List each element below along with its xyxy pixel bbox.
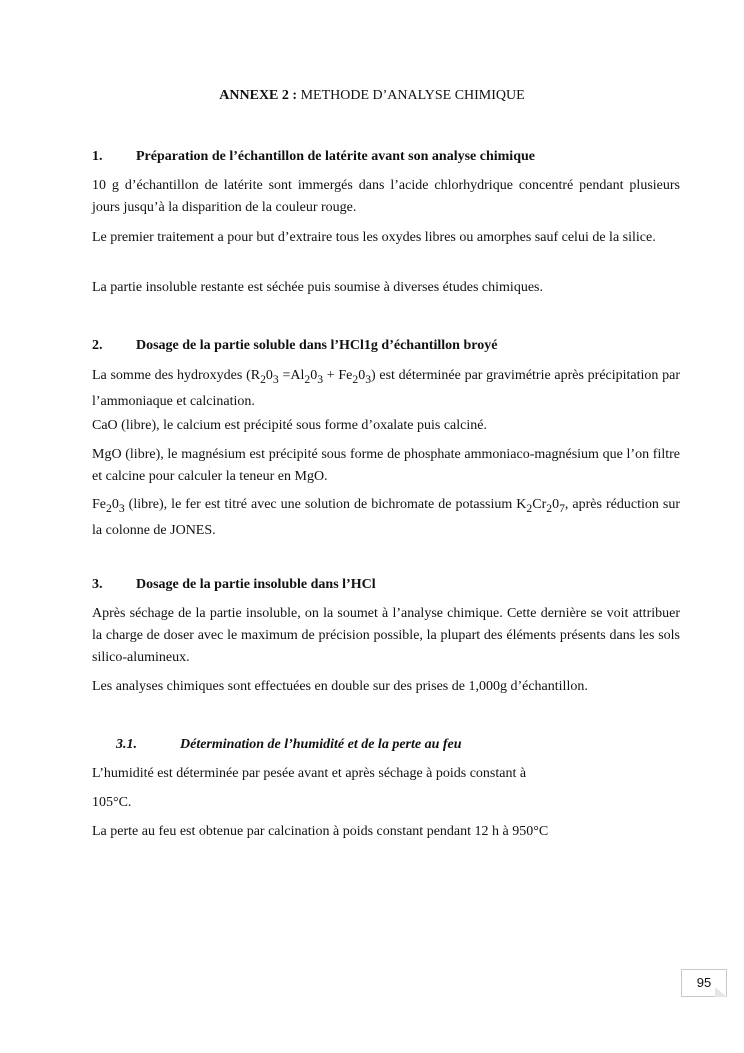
- section-1-paragraph-3: La partie insoluble restante est séchée puis soumise à diverses études chimiques.: [92, 280, 543, 295]
- page-curl: [715, 987, 727, 997]
- section-3-heading: [92, 577, 376, 593]
- section-3-1-heading: [116, 737, 462, 753]
- section-1-number: 1.: [92, 149, 103, 164]
- section-3-1-paragraph-1: L’humidité est déterminée par pesée avant et après séchage à poids constant à: [92, 766, 527, 781]
- section-2-heading: [92, 338, 497, 354]
- section-2-paragraph-1: La somme des hydroxydes $(R_20_3 =Al_20_3 + Fe_20_3)$ est déterminée par gravimétrie après précipitation par l’ammoniaque et calcination.: [92, 368, 681, 409]
- section-3-1-paragraph-2: 105°C.: [92, 795, 132, 810]
- section-2-paragraph-2: CaO (libre), le calcium est précipité sous forme d’oxalate puis calciné.: [92, 418, 487, 433]
- section-2-number: 2.: [92, 338, 103, 353]
- section-3-1-paragraph-3: La perte au feu est obtenue par calcination à poids constant pendant 12 h à 950°C: [92, 824, 549, 839]
- section-3-title: Dosage de la partie insoluble dans l’HCl: [136, 577, 376, 592]
- section-1-paragraph-1: 10 g d’échantillon de latérite sont immergés dans l’acide chlorhydrique concentré pendant plusieurs jours jusqu’à la disparition de la couleur rouge.: [92, 178, 680, 215]
- section-3-paragraph-2: Les analyses chimiques sont effectuées en double sur des prises de 1,000g d’échantillon.: [92, 679, 588, 694]
- section-2-paragraph-4: $Fe_20_3$ (libre), le fer est titré avec une solution de bichromate de potassium $K_2Cr_20_7$, après réduction sur la colonne de JONES.: [92, 497, 680, 538]
- page-title: [0, 88, 744, 104]
- section-2-paragraph-3: MgO (libre), le magnésium est précipité sous forme de phosphate ammoniaco-magnésium que l’on filtre et calcine pour calculer la teneur en MgO.: [92, 447, 680, 484]
- section-1-heading: [92, 149, 535, 165]
- section-3-1-title: Détermination de l’humidité et de la perte au feu: [180, 737, 462, 752]
- section-1-title: Préparation de l’échantillon de latérite avant son analyse chimique: [136, 149, 535, 164]
- section-3-1-number: 3.1.: [116, 737, 137, 752]
- section-1-paragraph-2: Le premier traitement a pour but d’extraire tous les oxydes libres ou amorphes sauf celui de la silice.: [92, 230, 656, 245]
- section-3-number: 3.: [92, 577, 103, 592]
- title-rest: METHODE D’ANALYSE CHIMIQUE: [297, 88, 525, 103]
- title-bold: ANNEXE 2 :: [219, 88, 298, 103]
- section-2-title: Dosage de la partie soluble dans l’HCl1g d’échantillon broyé: [136, 338, 498, 353]
- section-3-paragraph-1: Après séchage de la partie insoluble, on la soumet à l’analyse chimique. Cette dernière se voit attribuer la charge de doser avec le maximum de précision possible, la plupart des éléments présents dans les sols silico-alumineux.: [92, 606, 680, 665]
- page-number-text: 95: [696, 975, 712, 990]
- page-number: [681, 969, 727, 997]
